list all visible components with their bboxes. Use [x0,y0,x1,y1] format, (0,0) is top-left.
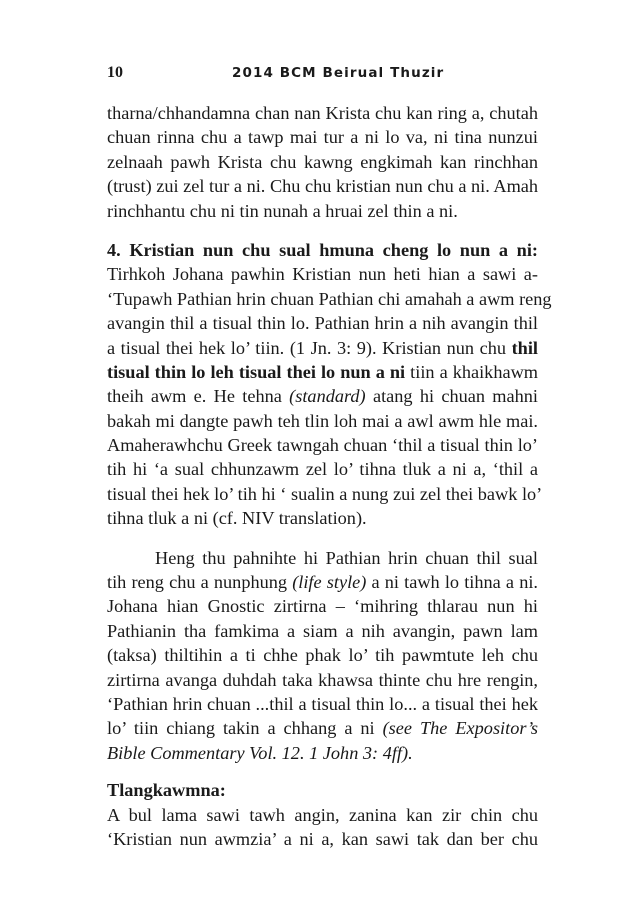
text-line [107,716,538,740]
text-line [107,336,538,360]
text-run: atang hi chuan mahni [372,386,538,407]
page-number: 10 [107,64,123,81]
text-line: (trust) zui zel tur a ni. Chu chu kristian nun chu a ni. Amah [107,176,539,197]
text-line: bakah mi dangte pawh teh tlin loh mai a awl awm hle mai. [107,410,538,431]
text-line: tih hi ‘a sual chhunzawm zel lo’ tihna tluk a ni a, ‘thil a [107,459,538,480]
text-line: zirtirna avanga duhdah taka khawsa thinte chu hre rengin, [107,669,538,690]
section-heading [107,778,538,802]
heading-text: 4. Kristian nun chu sual hmuna cheng lo nun a ni: [107,239,538,260]
text-line [107,360,538,384]
italic-run: Bible Commentary Vol. 12. 1 John 3: 4ff). [107,742,413,763]
text-line [107,384,538,408]
body-text [107,101,552,851]
italic-run: (life style) [292,572,367,593]
text-line: A bul lama sawi tawh angin, zanina kan zir chin chu [107,804,538,825]
text-line: tharna/chhandamna chan nan Krista chu kan ring a, chutah [107,103,538,123]
text-run: a tisual thei hek lo’ tiin. (1 Jn. 3: 9). Kristian nun chu [107,337,506,358]
text-line: (taksa) thiltihin a ti chhe phak lo’ tih pawmtute leh chu [107,645,538,666]
text-line [107,741,538,765]
section-heading [107,238,538,262]
spacer [107,765,538,778]
italic-run: (see The Expositor’s [382,718,538,739]
text-run: lo’ tiin chiang takin a chhang a ni [107,718,375,739]
bold-run: thil [511,337,538,358]
spacer [107,223,538,238]
text-line: tihna tluk a ni (cf. NIV translation). [107,508,367,529]
text-line: ‘Kristian nun awmzia’ a ni a, kan sawi tak dan ber chu [107,828,538,849]
text-line: tisual thei hek lo’ tih hi ‘ sualin a nung zui zel thei bawk lo’ [107,483,543,504]
text-line: Johana hian Gnostic zirtirna – ‘mihring thlarau nun hi [107,596,538,617]
paragraph-3 [107,546,538,766]
section-4 [107,238,552,531]
running-title: 2014 BCM Beirual Thuzir [232,65,445,81]
text-run: tih reng chu a nunphung [107,572,288,593]
text-line [107,570,538,594]
page-header [107,64,547,86]
text-line: rinchhantu chu ni tin nunah a hruai zel thin a ni. [107,200,458,221]
text-line: ‘Pathian hrin chuan ...thil a tisual thin lo... a tisual thei hek [107,693,538,714]
text-run: tiin a khaikhawm [410,361,538,382]
text-line: avangin thil a tisual thin lo. Pathian hrin a nih avangin thil [107,313,538,334]
text-line: ‘Tupawh Pathian hrin chuan Pathian chi amahah a awm reng [107,288,552,309]
text-line: chuan rinna chu a tawp mai tur a ni lo va, ni tina nunzui [107,127,538,148]
text-line: Pathianin tha famkima a siam a nih avangin, pawn lam [107,620,538,641]
text-line: Tirhkoh Johana pawhin Kristian nun heti hian a sawi a- [107,264,538,285]
bold-run: tisual thin lo leh tisual thei lo nun a ni [107,361,406,382]
conclusion-section [107,778,538,851]
italic-run: (standard) [289,386,366,407]
spacer [107,531,538,546]
text-run: a ni tawh lo tihna a ni. [371,572,538,593]
paragraph-1 [107,101,538,223]
text-line: Amaherawhchu Greek tawngah chuan ‘thil a tisual thin lo’ [107,435,538,456]
text-run: theih awm e. He tehna [107,386,282,407]
text-line: Heng thu pahnihte hi Pathian hrin chuan thil sual [155,547,538,568]
text-line: zelnaah pawh Krista chu kawng engkimah kan rinchhan [107,151,538,172]
heading-text: Tlangkawmna: [107,780,226,801]
